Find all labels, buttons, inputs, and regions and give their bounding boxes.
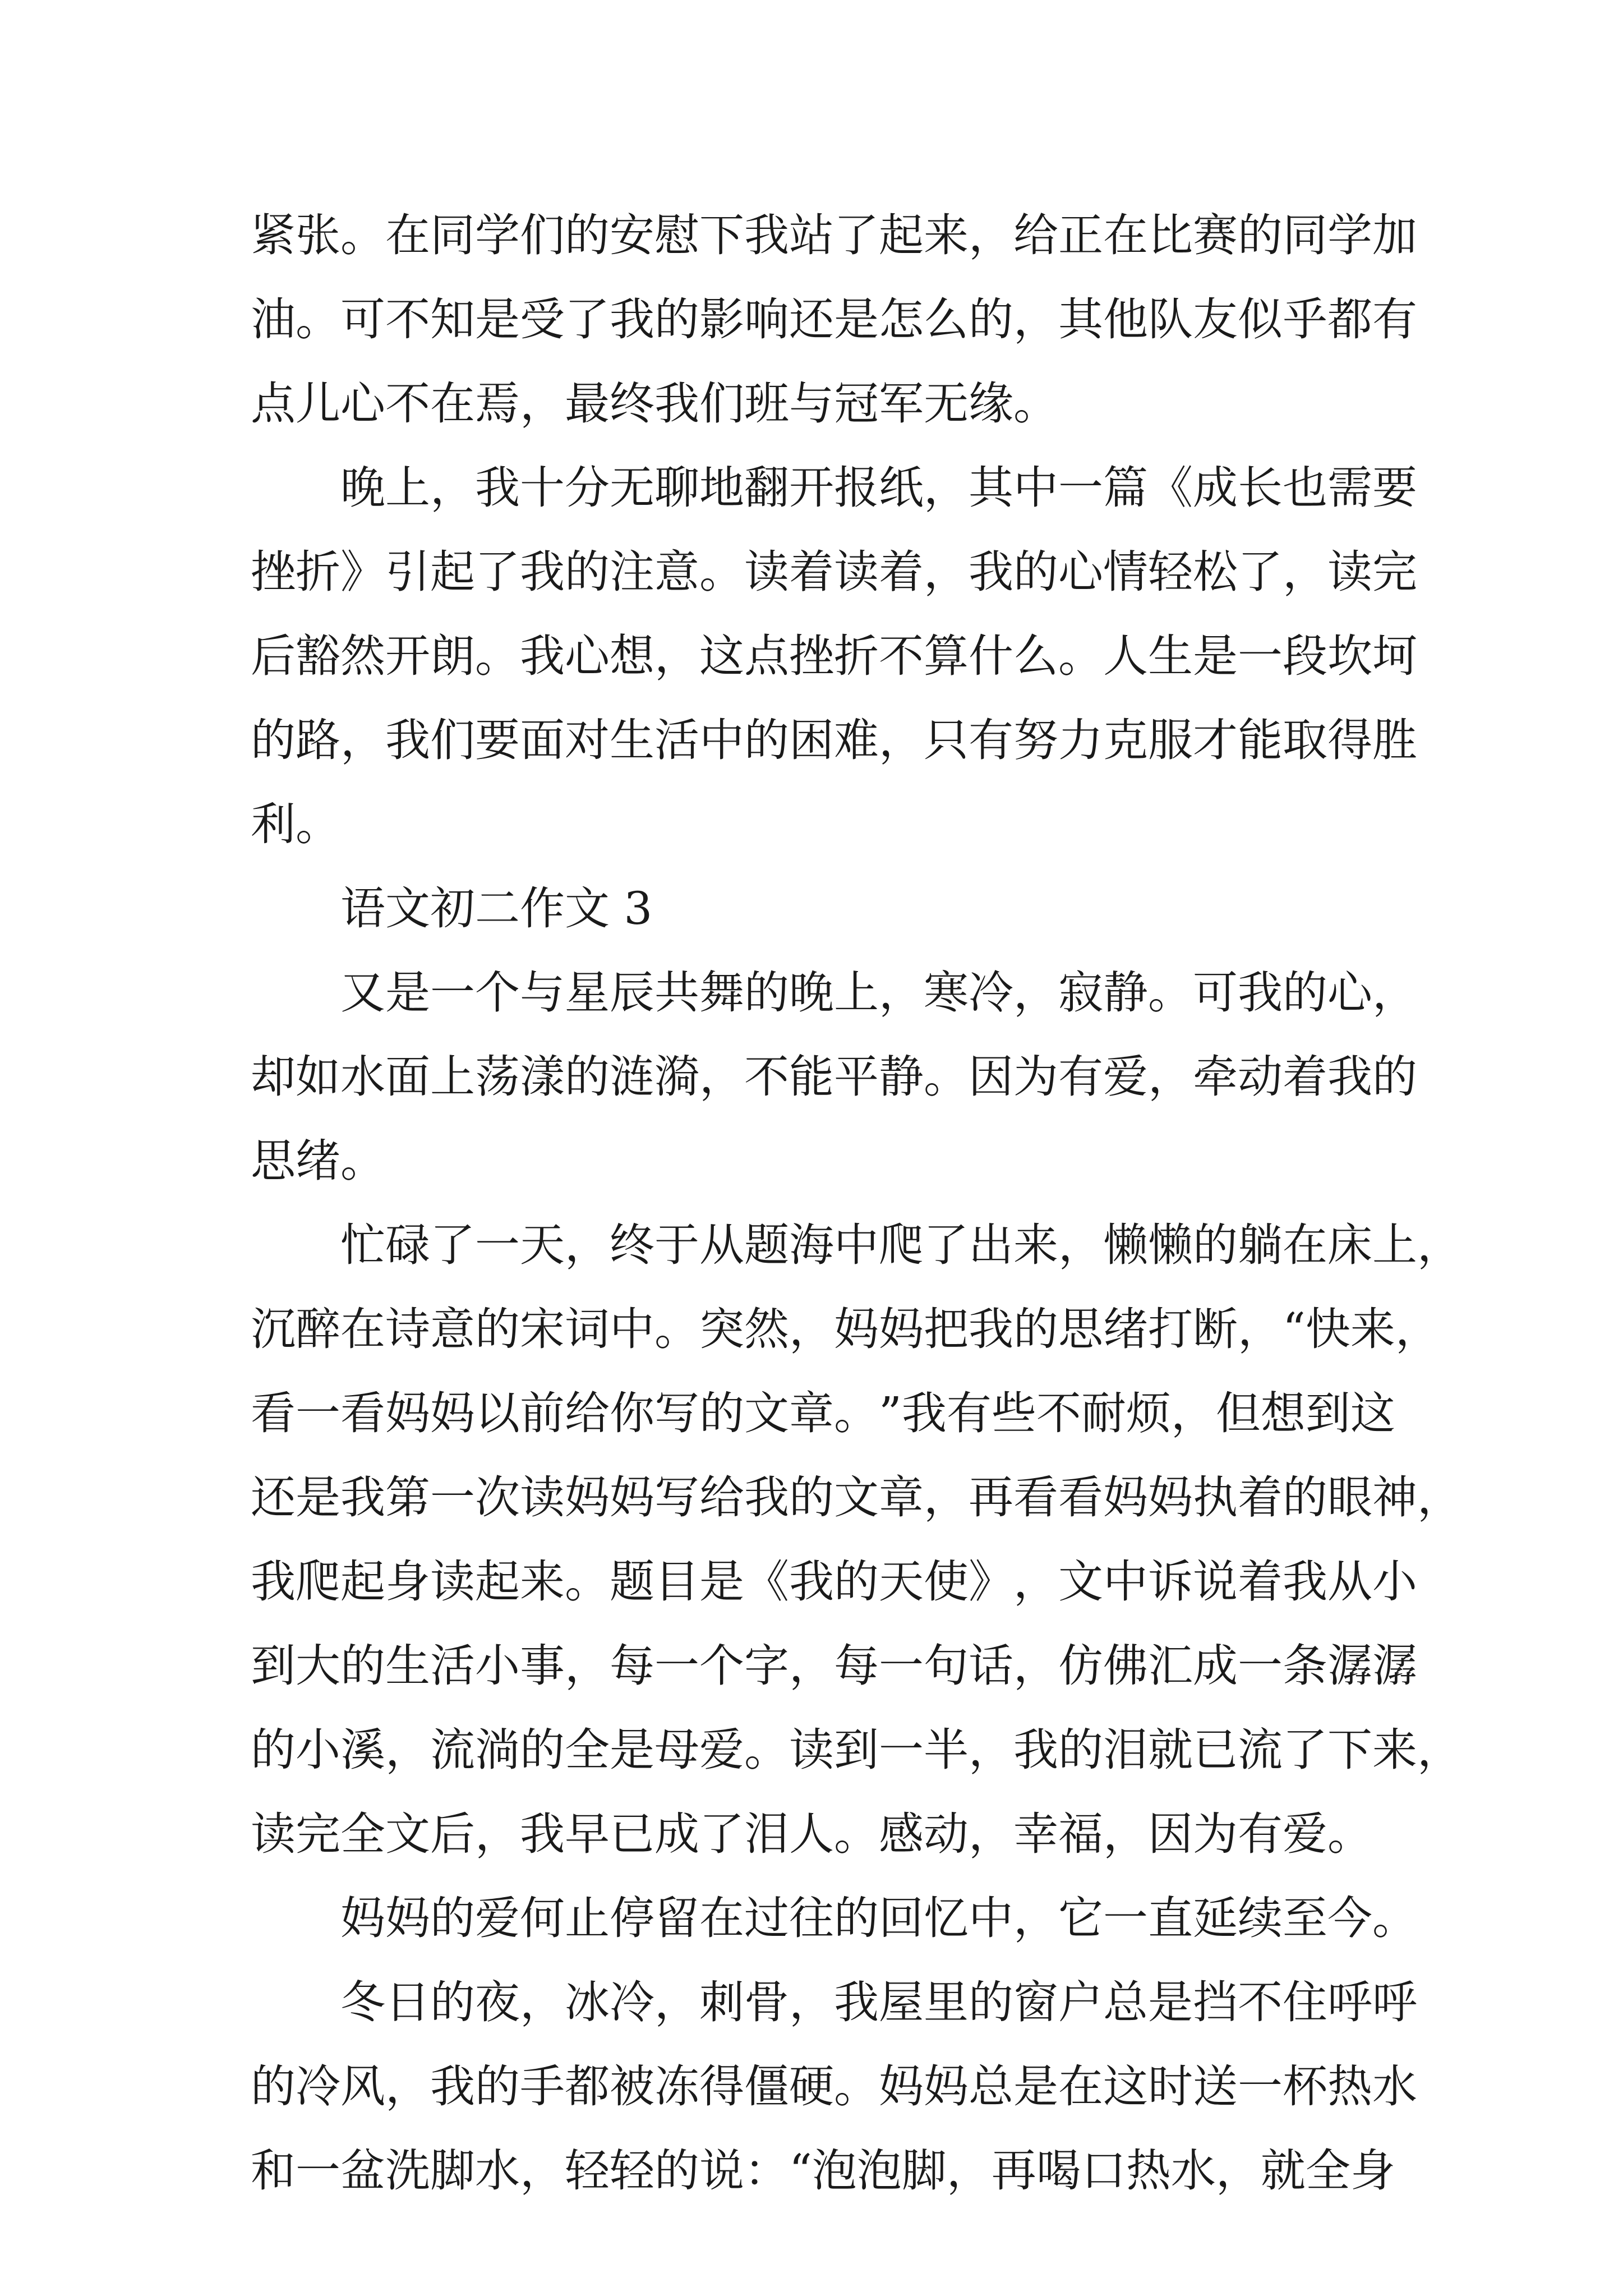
paragraph-line: 妈 妈 的 爱 何 止 停 留 在 过 往 的 回 忆 中 ， 它 一 直 延 续 至 今 。 <box>340 1892 1417 1944</box>
paragraph-line: 冬 日 的 夜 ， 冰 冷 ， 刺 骨 ， 我 屋 里 的 窗 户 总 是 挡 不 住 呼 呼 <box>340 1976 1417 2028</box>
paragraph-line: 的 小 溪 ， 流 淌 的 全 是 母 爱 。 读 到 一 半 ， 我 的 泪 就 已 流 了 下 来 ， <box>251 1724 1462 1776</box>
paragraph-line: 到 大 的 生 活 小 事 ， 每 一 个 字 ， 每 一 句 话 ， 仿 佛 汇 成 一 条 潺 潺 <box>251 1640 1417 1692</box>
paragraph-line: 后 豁 然 开 朗 。 我 心 想 ， 这 点 挫 折 不 算 什 么 。 人 生 是 一 段 坎 坷 <box>251 630 1417 682</box>
section-heading: 语文初二作文 3 <box>340 882 653 935</box>
paragraph-line: 利。 <box>251 798 340 850</box>
paragraph-line: 挫 折 》 引 起 了 我 的 注 意 。 读 着 读 着 ， 我 的 心 情 轻 松 了 ， 读 完 <box>251 546 1417 598</box>
paragraph-line: 的 冷 风 ， 我 的 手 都 被 冻 得 僵 硬 。 妈 妈 总 是 在 这 时 送 一 杯 热 水 <box>251 2060 1417 2113</box>
paragraph-line: 我 爬 起 身 读 起 来 。 题 目 是 《 我 的 天 使 》 ， 文 中 诉 说 着 我 从 小 <box>251 1556 1417 1608</box>
paragraph-line: 晚 上 ， 我 十 分 无 聊 地 翻 开 报 纸 ， 其 中 一 篇 《 成 长 也 需 要 <box>340 462 1417 514</box>
paragraph-line: 还 是 我 第 一 次 读 妈 妈 写 给 我 的 文 章 ， 再 看 看 妈 妈 执 着 的 眼 神 ， <box>251 1471 1462 1524</box>
paragraph-line: 油 。 可 不 知 是 受 了 我 的 影 响 还 是 怎 么 的 ， 其 他 队 友 似 乎 都 有 <box>251 293 1417 346</box>
paragraph-line: 沉 醉 在 诗 意 的 宋 词 中 。 突 然 ， 妈 妈 把 我 的 思 绪 打 断 ， “ 快 来 ， <box>251 1303 1440 1355</box>
paragraph-line: 点儿心不在焉，最终我们班与冠军无缘。 <box>251 378 1058 430</box>
essay-body <box>251 194 1462 2213</box>
paragraph-line: 看 一 看 妈 妈 以 前 给 你 写 的 文 章 。 ” 我 有 些 不 耐 烦 ， 但 想 到 这 <box>251 1387 1395 1439</box>
paragraph-line: 又 是 一 个 与 星 辰 共 舞 的 晚 上 ， 寒 冷 ， 寂 静 。 可 我 的 心 ， <box>340 967 1417 1019</box>
paragraph-line: 紧 张 。 在 同 学 们 的 安 慰 下 我 站 了 起 来 ， 给 正 在 比 赛 的 同 学 加 <box>251 209 1417 261</box>
paragraph-line: 和一盆洗脚水，轻轻的说：“泡泡脚，再喝口热水，就全身 <box>251 2145 1395 2197</box>
paragraph-line: 思绪。 <box>251 1135 385 1187</box>
paragraph-line: 却 如 水 面 上 荡 漾 的 涟 漪 ， 不 能 平 静 。 因 为 有 爱 ， 牵 动 着 我 的 <box>251 1051 1417 1103</box>
paragraph-line: 忙 碌 了 一 天 ， 终 于 从 题 海 中 爬 了 出 来 ， 懒 懒 的 躺 在 床 上 ， <box>340 1219 1462 1271</box>
paragraph-line: 的 路 ， 我 们 要 面 对 生 活 中 的 困 难 ， 只 有 努 力 克 服 才 能 取 得 胜 <box>251 714 1417 766</box>
paragraph-line: 读完全文后，我早已成了泪人。感动，幸福，因为有爱。 <box>251 1808 1372 1860</box>
